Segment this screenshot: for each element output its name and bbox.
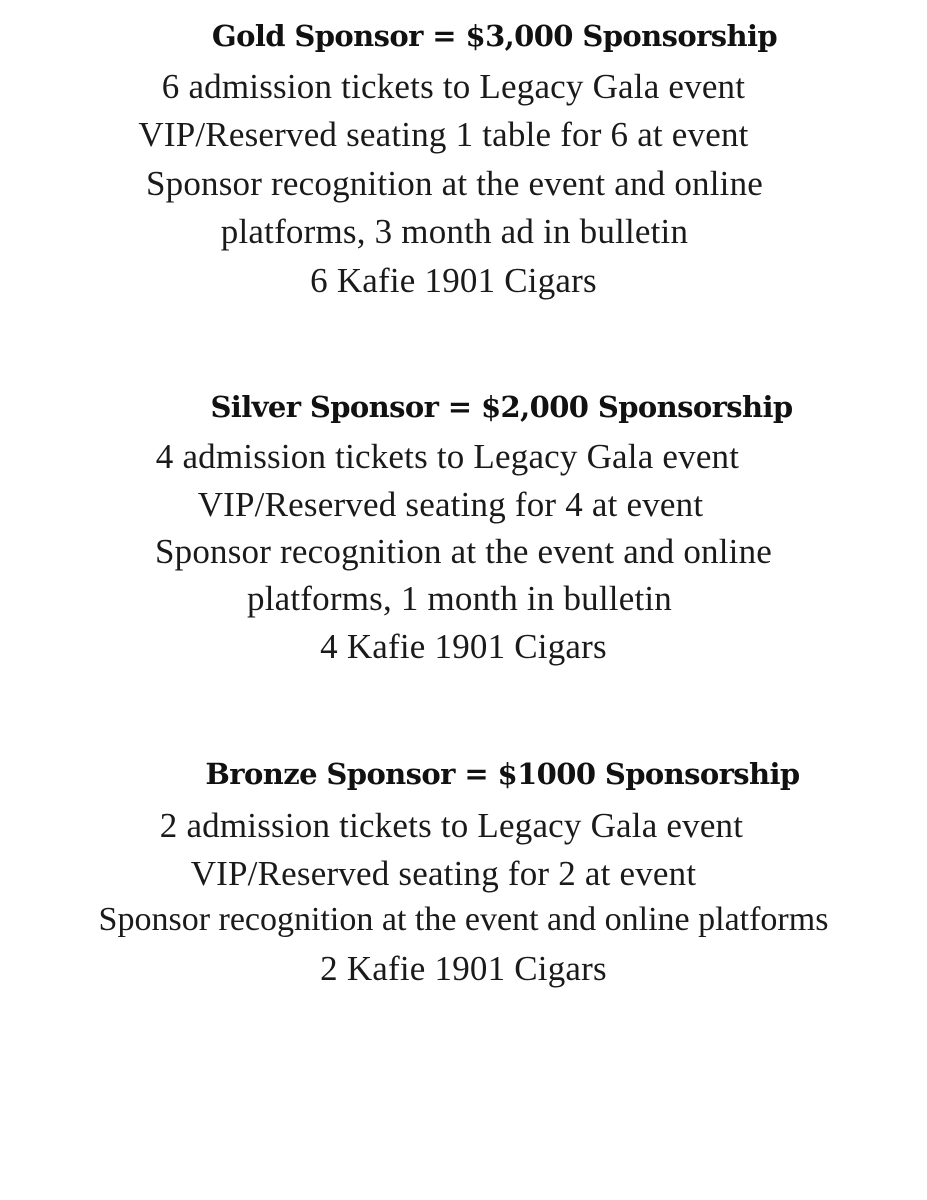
silver-tier-line: platforms, 1 month in bulletin: [247, 579, 672, 618]
silver-tier-line: Sponsor recognition at the event and online: [154, 532, 773, 571]
gold-tier-line: 6 admission tickets to Legacy Gala event: [161, 67, 746, 106]
gold-tier-heading: Gold Sponsor = $3,000 Sponsorship: [211, 19, 778, 53]
gold-tier-line: platforms, 3 month ad in bulletin: [220, 212, 689, 251]
bronze-tier-line: VIP/Reserved seating for 2 at event: [190, 854, 697, 893]
silver-tier-line: 4 admission tickets to Legacy Gala event: [155, 437, 740, 476]
silver-tier-line: VIP/Reserved seating for 4 at event: [197, 485, 704, 524]
bronze-tier-line: 2 Kafie 1901 Cigars: [320, 949, 607, 988]
gold-tier-line: 6 Kafie 1901 Cigars: [310, 261, 597, 300]
bronze-tier-line: 2 admission tickets to Legacy Gala event: [159, 806, 744, 845]
silver-tier-line: 4 Kafie 1901 Cigars: [320, 627, 607, 666]
gold-tier-line: VIP/Reserved seating 1 table for 6 at event: [138, 115, 749, 154]
bronze-tier-line: Sponsor recognition at the event and online platforms: [98, 901, 829, 938]
silver-tier-heading: Silver Sponsor = $2,000 Sponsorship: [210, 390, 793, 424]
bronze-tier-heading: Bronze Sponsor = $1000 Sponsorship: [205, 757, 800, 791]
gold-tier-line: Sponsor recognition at the event and online: [145, 164, 764, 203]
